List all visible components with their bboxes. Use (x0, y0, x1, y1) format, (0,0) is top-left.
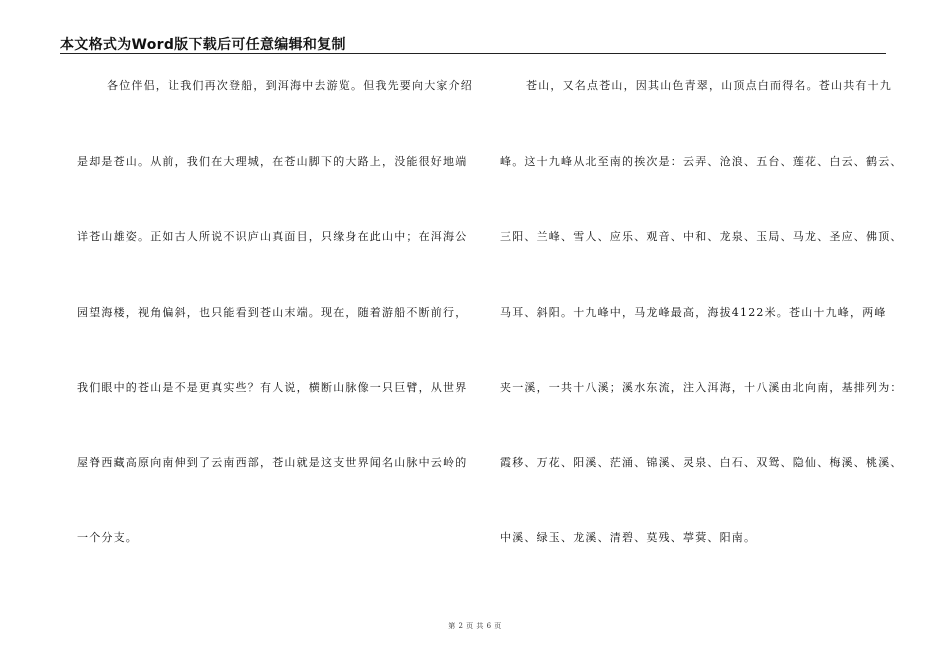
paragraph-line: 峰。这十九峰从北至南的挨次是：云弄、沧浪、五台、莲花、白云、鹤云、 (500, 155, 903, 168)
paragraph-line: 一个分支。 (77, 531, 138, 544)
paragraph-line: 霞移、万花、阳溪、茫涌、锦溪、灵泉、白石、双鸳、隐仙、梅溪、桃溪、 (500, 456, 903, 469)
paragraph-line: 园望海楼，视角偏斜，也只能看到苍山末端。现在，随着游船不断前行， (77, 306, 468, 319)
paragraph-line: 夹一溪，一共十八溪；溪水东流，注入洱海，十八溪由北向南，基排列为： (500, 381, 903, 394)
paragraph-line: 三阳、兰峰、雪人、应乐、观音、中和、龙泉、玉局、马龙、圣应、佛顶、 (500, 230, 903, 243)
paragraph-line: 各位伴侣，让我们再次登船，到洱海中去游览。但我先要向大家介绍 (107, 79, 473, 92)
document-header-title: 本文格式为Word版下载后可任意编辑和复制 (60, 37, 346, 53)
header-divider (60, 53, 886, 54)
paragraph-line: 我们眼中的苍山是不是更真实些？有人说，横断山脉像一只巨臂，从世界 (77, 381, 468, 394)
paragraph-line: 马耳、斜阳。十九峰中，马龙峰最高，海拔4122米。苍山十九峰，两峰 (500, 306, 887, 319)
paragraph-line: 屋脊西藏高原向南伸到了云南西部，苍山就是这支世界闻名山脉中云岭的 (77, 456, 468, 469)
paragraph-line: 苍山，又名点苍山，因其山色青翠，山顶点白而得名。苍山共有十九 (526, 79, 892, 92)
page-number: 第 2 页 共 6 页 (448, 622, 502, 630)
paragraph-line: 详苍山雄姿。正如古人所说不识庐山真面目，只缘身在此山中；在洱海公 (77, 230, 468, 243)
paragraph-line: 是却是苍山。从前，我们在大理城，在苍山脚下的大路上，没能很好地端 (77, 155, 468, 168)
paragraph-line: 中溪、绿玉、龙溪、清碧、莫残、葶蓂、阳南。 (500, 531, 757, 544)
